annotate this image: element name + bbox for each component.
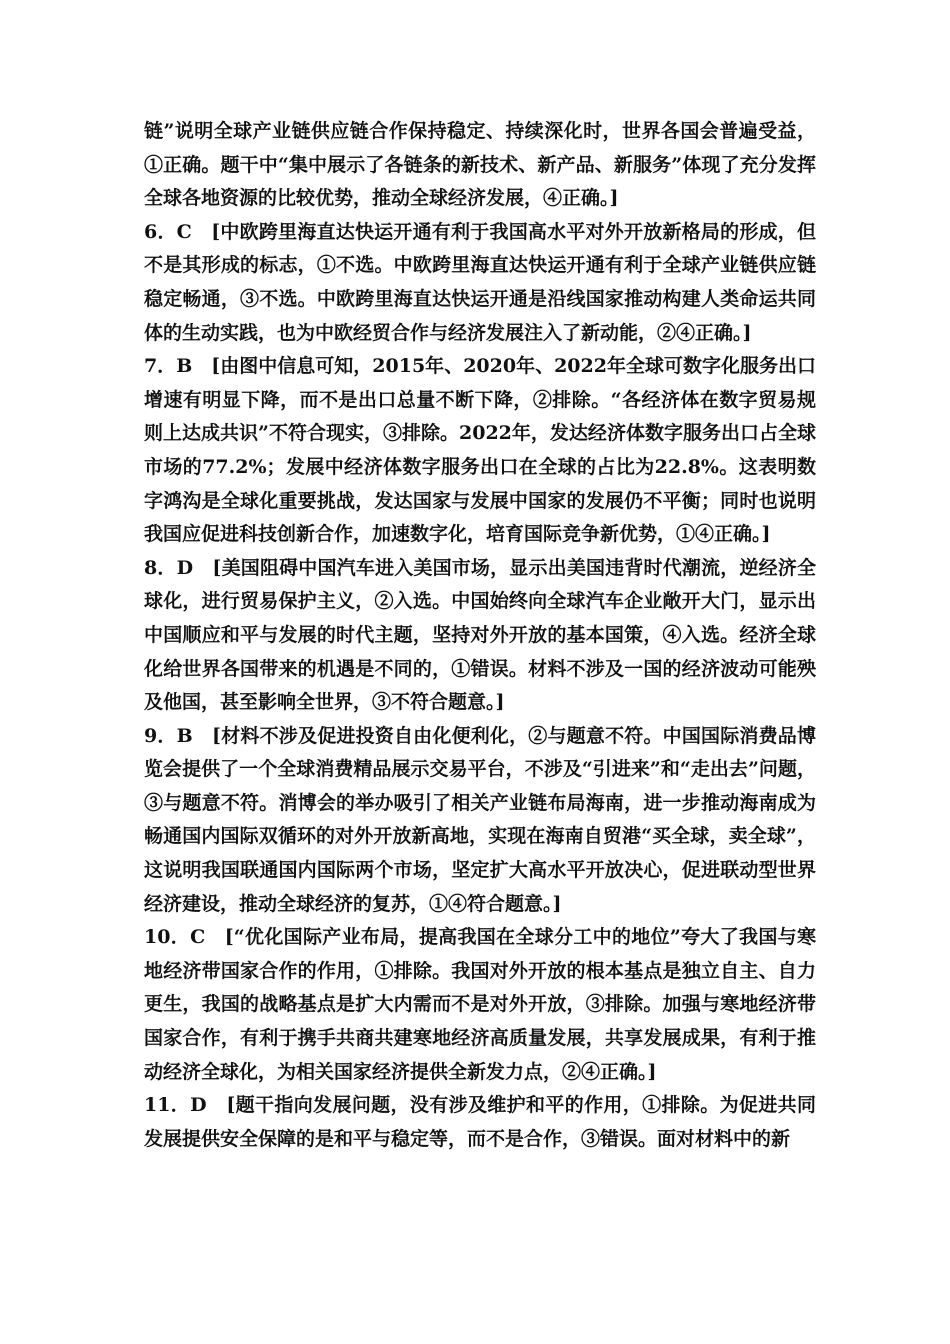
document-page bbox=[144, 115, 816, 1156]
answer-paragraph-6: 6．C [中欧跨里海直达快运开通有利于我国高水平对外开放新格局的形成，但不是其形成的标志，①不选。中欧跨里海直达快运开通有利于全球产业链供应链稳定畅通，③不选。中欧跨里海直达快运开通是沿线国家推动构建人类命运共同体的生动实践，也为中欧经贸合作与经济发展注入了新动能，②④正确。] bbox=[144, 220, 816, 344]
answer-paragraph-9: 9．B [材料不涉及促进投资自由化便利化，②与题意不符。中国国际消费品博览会提供了一个全球消费精品展示交易平台，不涉及“引进来”和“走出去”问题，③与题意不符。消博会的举办吸引了相关产业链布局海南，进一步推动海南成为畅通国内国际双循环的对外开放新高地，实现在海南自贸港“买全球，卖全球”，这说明我国联通国内国际两个市场，坚定扩大高水平开放决心，促进联动型世界经济建设，推动全球经济的复苏，①④符合题意。] bbox=[144, 724, 816, 915]
answer-paragraph-10: 10．C [“优化国际产业布局，提高我国在全球分工中的地位”夸大了我国与寒地经济带国家合作的作用，①排除。我国对外开放的根本基点是独立自主、自力更生，我国的战略基点是扩大内需而不是对外开放，③排除。加强与寒地经济带国家合作，有利于携手共商共建寒地经济高质量发展，共享发展成果，有利于推动经济全球化，为相关国家经济提供全新发力点，②④正确。] bbox=[144, 926, 816, 1083]
answer-paragraph-7: 7．B [由图中信息可知，2015年、2020年、2022年全球可数字化服务出口增速有明显下降，而不是出口总量不断下降，②排除。“各经济体在数字贸易规则上达成共识”不符合现实，③排除。2022年，发达经济体数字服务出口占全球市场的77.2%；发展中经济体数字服务出口在全球的占比为22.8%。这表明数字鸿沟是全球化重要挑战，发达国家与发展中国家的发展仍不平衡；同时也说明我国应促进科技创新合作，加速数字化，培育国际竞争新优势，①④正确。] bbox=[144, 355, 816, 546]
answer-paragraph-8: 8．D [美国阻碍中国汽车进入美国市场，显示出美国违背时代潮流，逆经济全球化，进行贸易保护主义，②入选。中国始终向全球汽车企业敞开大门，显示出中国顺应和平与发展的时代主题，坚持对外开放的基本国策，④入选。经济全球化给世界各国带来的机遇是不同的，①错误。材料不涉及一国的经济波动可能殃及他国，甚至影响全世界，③不符合题意。] bbox=[144, 556, 816, 714]
answer-paragraph-11: 11．D [题干指向发展问题，没有涉及维护和平的作用，①排除。为促进共同发展提供安全保障的是和平与稳定等，而不是合作，③错误。面对材料中的新 bbox=[144, 1094, 816, 1150]
answer-paragraph-continued: 链”说明全球产业链供应链合作保持稳定、持续深化时，世界各国会普遍受益，①正确。题干中“集中展示了各链条的新技术、新产品、新服务”体现了充分发挥全球各地资源的比较优势，推动全球经济发展，④正确。] bbox=[144, 120, 816, 210]
